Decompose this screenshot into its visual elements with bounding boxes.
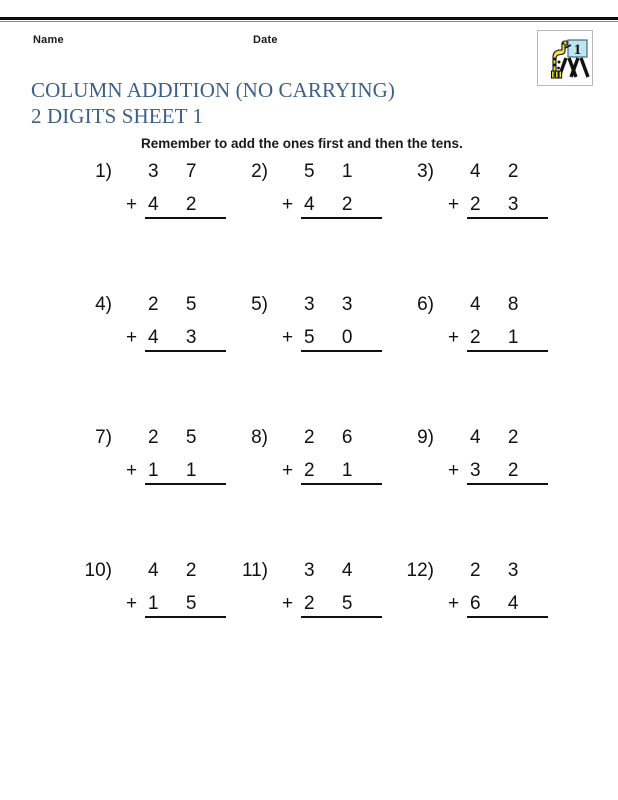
problem-number: 8) [251,427,268,448]
plus-sign: + [282,194,294,215]
problem-item [388,160,563,230]
problem-number: 3) [417,161,434,182]
answer-rule [145,483,226,485]
addend-top: 2 6 [304,427,364,448]
header-rule-thin [0,21,618,22]
answer-rule [467,616,548,618]
problem-sum [120,293,230,359]
answer-rule [301,483,382,485]
plus-sign: + [282,593,294,614]
addend-bottom: 1 1 [148,460,208,481]
problem-item [388,426,563,496]
problem-sum [276,559,386,625]
answer-rule [467,483,548,485]
problem-row [0,293,618,426]
problem-item [66,160,241,230]
problem-sum [276,426,386,492]
page-title-line1: COLUMN ADDITION (NO CARRYING) [31,78,395,102]
addend-bottom: 2 1 [304,460,364,481]
answer-rule [301,616,382,618]
problem-sum [442,160,552,226]
problem-item [388,559,563,629]
giraffe-at-easel-icon [537,30,593,86]
addend-top: 4 2 [470,161,530,182]
addend-bottom: 4 2 [304,194,364,215]
plus-sign: + [448,593,460,614]
addend-bottom: 4 2 [148,194,208,215]
plus-sign: + [126,460,138,481]
addend-bottom: 2 1 [470,327,530,348]
problem-number: 11) [241,560,268,581]
problem-item [222,293,397,363]
plus-sign: + [448,194,460,215]
problem-number: 4) [95,294,112,315]
problem-item [66,426,241,496]
plus-sign: + [282,327,294,348]
problem-number: 2) [251,161,268,182]
answer-rule [301,217,382,219]
plus-sign: + [448,460,460,481]
problem-item [388,293,563,363]
easel-number: 1 [573,42,582,58]
addend-bottom: 6 4 [470,593,530,614]
header-rule-thick [0,17,618,20]
name-date-row [0,34,618,52]
problem-item [222,160,397,230]
problem-item [66,559,241,629]
problem-item [222,559,397,629]
instruction-text: Remember to add the ones first and then the tens. [141,136,463,151]
problem-grid [0,160,618,692]
addend-top: 5 1 [304,161,364,182]
addend-top: 2 5 [148,427,208,448]
page-title-line2: 2 DIGITS SHEET 1 [31,104,204,128]
answer-rule [467,217,548,219]
problem-number: 12) [406,560,434,581]
plus-sign: + [126,593,138,614]
answer-rule [145,616,226,618]
problem-row [0,559,618,692]
problem-sum [276,160,386,226]
plus-sign: + [126,194,138,215]
problem-sum [442,559,552,625]
problem-row [0,160,618,293]
problem-sum [276,293,386,359]
problem-sum [120,559,230,625]
addend-bottom: 1 5 [148,593,208,614]
problem-number: 6) [417,294,434,315]
name-label: Name [33,34,64,46]
problem-number: 7) [95,427,112,448]
problem-item [66,293,241,363]
addend-top: 4 2 [470,427,530,448]
problem-number: 5) [251,294,268,315]
addend-top: 3 3 [304,294,364,315]
addend-bottom: 5 0 [304,327,364,348]
problem-sum [442,426,552,492]
addend-bottom: 3 2 [470,460,530,481]
problem-sum [120,426,230,492]
addend-bottom: 4 3 [148,327,208,348]
addend-bottom: 2 5 [304,593,364,614]
problem-number: 9) [417,427,434,448]
addend-top: 2 3 [470,560,530,581]
problem-number: 10) [84,560,112,581]
answer-rule [145,350,226,352]
addend-top: 3 4 [304,560,364,581]
addend-top: 3 7 [148,161,208,182]
addend-bottom: 2 3 [470,194,530,215]
answer-rule [145,217,226,219]
plus-sign: + [126,327,138,348]
addend-top: 4 2 [148,560,208,581]
plus-sign: + [448,327,460,348]
addend-top: 4 8 [470,294,530,315]
answer-rule [467,350,548,352]
answer-rule [301,350,382,352]
problem-number: 1) [95,161,112,182]
problem-sum [442,293,552,359]
problem-sum [120,160,230,226]
problem-row [0,426,618,559]
problem-item [222,426,397,496]
date-label: Date [253,34,278,46]
plus-sign: + [282,460,294,481]
addend-top: 2 5 [148,294,208,315]
